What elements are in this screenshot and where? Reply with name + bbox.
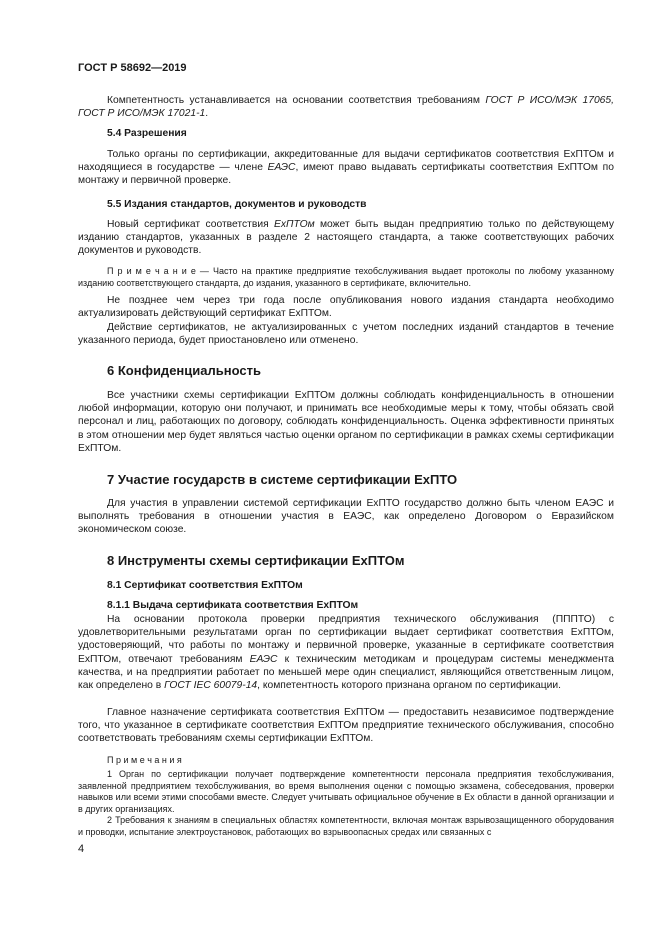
note-label: П р и м е ч а н и е [107, 266, 196, 276]
subsection-heading-5-4: 5.4 Разрешения [107, 128, 187, 139]
paragraph-update-deadline: Не позднее чем через три года после опубликования нового издания стандарта необходимо актуализировать действующий сертификат ЕхПТОм. [78, 295, 614, 320]
paragraph-certificate-issue [78, 613, 614, 692]
page-number: 4 [78, 843, 85, 855]
paragraph-text: может быть выдан предприятию только по действующему изданию стандартов, указанных в разделе 2 настоящего стандарта, а также соответствующих рабочих документов и руководств. [78, 219, 614, 257]
subsection-heading-5-5: 5.5 Издания стандартов, документов и руководств [107, 199, 367, 210]
eaes-term: ЕАЭС [249, 653, 278, 665]
paragraph-editions [78, 218, 614, 258]
paragraph-permissions [78, 148, 614, 188]
paragraph-text: Только органы по сертификации, аккредитованные для выдачи сертификатов соответствия ЕхПТОм и находящиеся в государстве — члене [78, 149, 614, 174]
paragraph-text: к техническим методикам и процедурам системы менеджмента качества, и на предприятии работает по меньшей мере один специалист, являющийся ответственным лицом, как определено в [78, 653, 614, 692]
note-2: 2 Требования к знаниям в специальных областях компетентности, включая монтаж взрывозащищенного оборудования и проводки, испытание электроустановок, работающих во взрывоопасных средах или связанных с [78, 815, 614, 837]
paragraph-text: На основании протокола проверки предприятия технического обслуживания (ПППТО) с удовлетворительными результатами орган по сертификации выдает сертификат соответствия ЕхПТОм, удостоверяющий, что работы по монтажу и первичной проверке, указанные в сертификате соответствия ЕхПТОм, отвечают требованиям [78, 614, 614, 665]
paragraph-certificate-purpose: Главное назначение сертификата соответствия ЕхПТОм — предоставить независимое подтверждение того, что указанное в сертификате соответствия ЕхПТОм предприятие технического обслуживания, способно соответствовать требованиям схемы сертификации ЕхПТОм. [78, 707, 614, 745]
standard-reference: ГОСТ IEC 60079-14 [164, 680, 258, 692]
section-heading-8: 8 Инструменты схемы сертификации ЕхПТОм [107, 553, 405, 568]
notes-heading: П р и м е ч а н и я [107, 755, 182, 765]
standard-reference: ГОСТ Р ИСО/МЭК 17065, ГОСТ Р ИСО/МЭК 17021-1 [78, 95, 614, 120]
paragraph-confidentiality: Все участники схемы сертификации ЕхПТОм должны соблюдать конфиденциальность в отношении любой информации, которую они получают, и принимать все необходимые меры к тому, чтобы обязать свой персонал и лиц, работающих по договору, соблюдать конфиденциальность. Оценка эффективности принятых в этом отношении мер будет являться частью оценки органом по сертификации в рамках схемы сертификации ЕхПТОм. [78, 390, 614, 454]
paragraph-state-participation: Для участия в управлении системой сертификации ЕхПТО государство должно быть членом ЕАЭС и выполнять требования в отношении участия в ЕАЭС, как определено Договором о Евразийском экономическом союзе. [78, 498, 614, 536]
paragraph-text: , имеют право выдавать сертификаты соответствия ЕхПТОм по монтажу и первичной проверке. [78, 162, 614, 187]
subsection-heading-8-1-1: 8.1.1 Выдача сертификата соответствия ЕхПТОм [107, 600, 359, 611]
section-heading-6: 6 Конфиденциальность [107, 363, 261, 378]
section-heading-7: 7 Участие государств в системе сертификации ЕхПТО [107, 472, 458, 487]
exptom-term: ЕхПТОм [274, 219, 315, 230]
paragraph-suspension: Действие сертификатов, не актуализированных с учетом последних изданий стандартов в течение указанного периода, будет приостановлено или отменено. [78, 322, 614, 347]
note-text: — Часто на практике предприятие техобслуживания выдает протоколы по любому указанному изданию соответствующего стандарта, до издания, указанного в сертификате, включительно. [78, 266, 615, 288]
paragraph-text: . [205, 108, 209, 120]
paragraph-text: , компетентность которого признана органом по сертификации. [257, 680, 561, 692]
paragraph-competence [78, 94, 614, 120]
paragraph-text: Новый сертификат соответствия [107, 219, 275, 230]
subsection-heading-8-1: 8.1 Сертификат соответствия ЕхПТОм [107, 580, 303, 591]
note-1: 1 Орган по сертификации получает подтверждение компетентности персонала предприятия техобслуживания, заявленной предприятием техобслуживания, во время выполнения оценки с помощью экзамена, собеседования, проверки навыков или всеми этими способами вместе. Следует учитывать официальное обучение в Ex области в данной организации и в других организациях. [78, 769, 614, 814]
eaes-term: ЕАЭС [267, 162, 296, 174]
paragraph-text: Компетентность устанавливается на основании соответствия требованиям [107, 95, 486, 106]
note-editions [78, 266, 614, 289]
standard-header: ГОСТ Р 58692—2019 [78, 62, 187, 74]
